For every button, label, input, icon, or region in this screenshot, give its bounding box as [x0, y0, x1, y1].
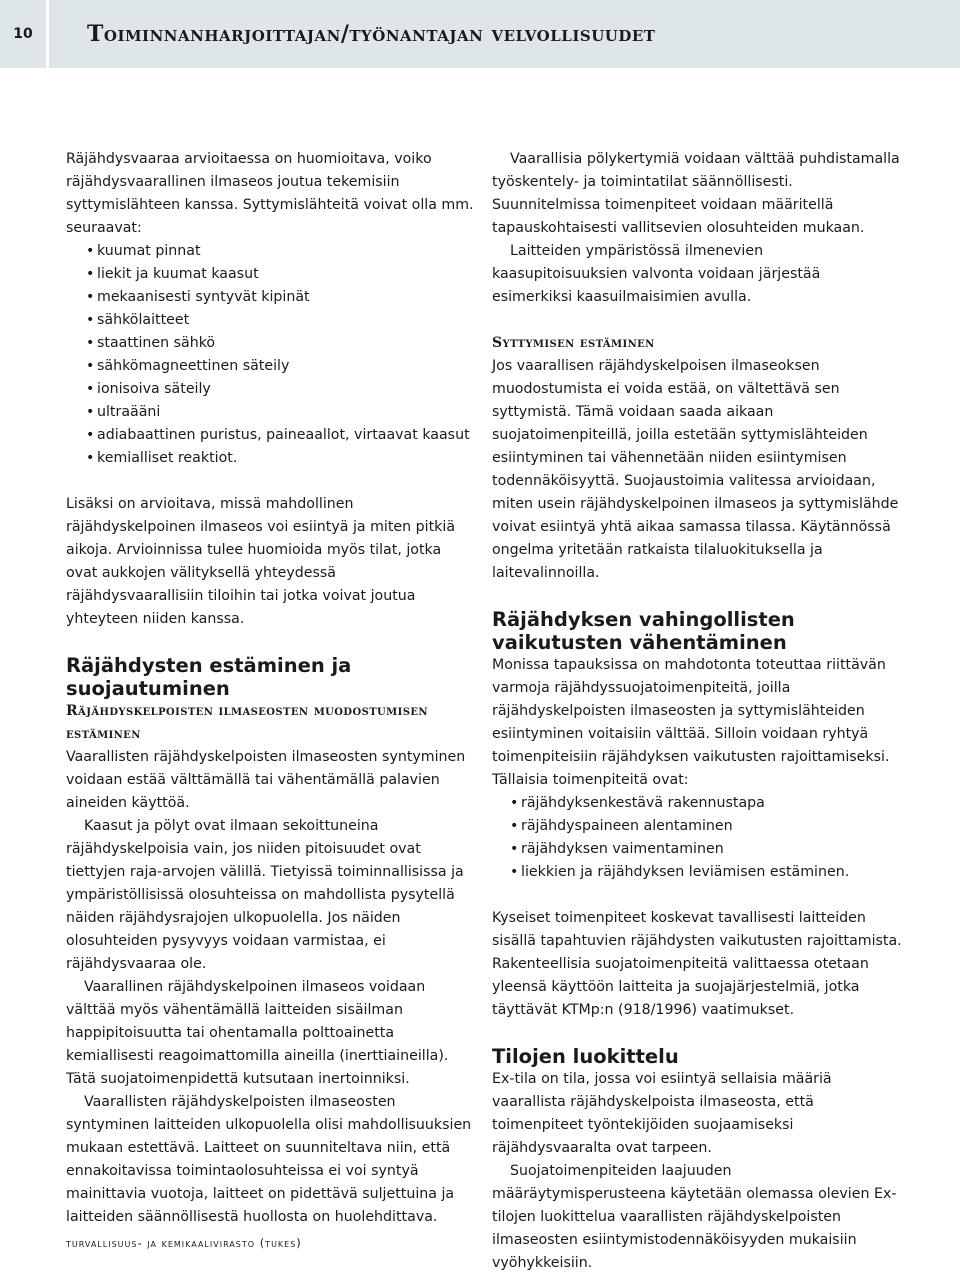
list-item: • sähkömagneettinen säteily: [86, 355, 474, 378]
list-item: • räjähdyksen vaimentaminen: [510, 838, 902, 861]
page-footer: turvallisuus- ja kemikaalivirasto (tukes): [66, 1236, 302, 1250]
left-column: [66, 148, 474, 1229]
spacer: [66, 470, 474, 493]
list-item: • räjähdyksenkestävä rakennustapa: [510, 792, 902, 815]
list-item: • liekkien ja räjähdyksen leviämisen estäminen.: [510, 861, 902, 884]
dust-paragraph-1: Vaarallisia pölykertymiä voidaan välttää puhdistamalla työskentely- ja toimintatilat säännöllisesti. Suunnitelmissa toimenpiteet voidaan määritellä tapauskohtaisesti vallitsevien olosuhteiden mukaan.: [492, 151, 900, 236]
formation-paragraph-1: Vaarallisten räjähdyskelpoisten ilmaseosten syntyminen voidaan estää välttämällä tai vähentämällä palavien aineiden käyttöä.: [66, 749, 466, 811]
page-header: [0, 0, 960, 68]
chapter-title-bar: [49, 0, 960, 68]
formation-paragraph-2: Kaasut ja pölyt ovat ilmaan sekoittuneina räjähdyskelpoisia vain, jos niiden pitoisuudet ovat tiettyjen raja-arvojen välillä. Tietyissä toiminnallisissa ja ympäristöllisissä olosuhteissa on mahdollista pysytellä näiden räjähdysrajojen ulkopuolella. Jos näiden olosuhteiden pysyvyys voidaan varmistaa, ei räjähdysvaaraa ole.: [66, 818, 464, 972]
list-item: • kemialliset reaktiot.: [86, 447, 474, 470]
list-item: • liekit ja kuumat kaasut: [86, 263, 474, 286]
section-heading-mitigation: Räjähdyksen vahingollisten vaikutusten vähentäminen: [492, 608, 795, 654]
mitigation-paragraph: Monissa tapauksissa on mahdotonta toteuttaa riittävän varmoja räjähdyssuojatoimenpiteitä, joilla räjähdyskelpoisten ilmaseosten ja syttymislähteiden esiintyminen voitaisiin välttää. Silloin voidaan ryhtyä toimenpiteisiin räjähdyksen vaikutusten rajoittamiseksi. Tällaisia toimenpiteitä ovat:: [492, 657, 890, 788]
formation-paragraph-3: Vaarallinen räjähdyskelpoinen ilmaseos voidaan välttää myös vähentämällä laitteiden sisäilman happipitoisuutta tai ohentamalla polttoainetta kemiallisesti reagoimattomilla aineilla (inerttiaineilla). Tätä suojatoimenpidettä kutsutaan inertoinniksi.: [66, 979, 449, 1087]
spacer: [66, 631, 474, 654]
intro-paragraph: Räjähdysvaaraa arvioitaessa on huomioitava, voiko räjähdysvaarallinen ilmaseos joutua tekemisiin syttymislähteen kanssa. Syttymislähteitä voivat olla mm. seuraavat:: [66, 151, 474, 236]
list-item: • adiabaattinen puristus, paineaallot, virtaavat kaasut: [86, 424, 474, 447]
right-column: [492, 148, 902, 1275]
list-item: • kuumat pinnat: [86, 240, 474, 263]
spacer: [492, 585, 902, 608]
list-item: • sähkölaitteet: [86, 309, 474, 332]
ignition-sources-list: [66, 240, 474, 470]
subheading-ignition-prevention: Syttymisen estäminen: [492, 335, 655, 351]
spacer: [492, 884, 902, 907]
spacer: [492, 309, 902, 332]
dust-paragraph-2: Laitteiden ympäristössä ilmenevien kaasupitoisuuksien valvonta voidaan järjestää esimerkiksi kaasuilmaisimien avulla.: [492, 243, 821, 305]
list-item: • ultraääni: [86, 401, 474, 424]
list-item: • ionisoiva säteily: [86, 378, 474, 401]
list-item: • staattinen sähkö: [86, 332, 474, 355]
ktmp-paragraph: Kyseiset toimenpiteet koskevat tavallisesti laitteiden sisällä tapahtuvien räjähdysten vaikutusten rajoittamista. Rakenteellisia suojatoimenpiteitä valittaessa otetaan yleensä käyttöön laitteita ja suojajärjestelmiä, jotka täyttävät KTMp:n (918/1996) vaatimukset.: [492, 910, 902, 1018]
list-item: • räjähdyspaineen alentaminen: [510, 815, 902, 838]
classification-paragraph-2: Suojatoimenpiteiden laajuuden määräytymisperusteena käytetään olemassa olevien Ex-tilojen luokittelua vaarallisten räjähdyskelpoisten ilmaseosten esiintymistodennäköisyyden mukaisiin vyöhykkeisiin.: [492, 1163, 897, 1271]
page-number: 10: [0, 0, 46, 68]
assessment-paragraph: Lisäksi on arvioitava, missä mahdollinen räjähdyskelpoinen ilmaseos voi esiintyä ja miten pitkiä aikoja. Arvioinnissa tulee huomioida myös tilat, jotka ovat aukkojen välityksellä yhteydessä räjähdysvaarallisiin tiloihin tai jotka voivat joutua yhteyteen niiden kanssa.: [66, 496, 456, 627]
section-heading-prevention: Räjähdysten estäminen ja suojautuminen: [66, 654, 352, 700]
subheading-formation-prevention: Räjähdyskelpoisten ilmaseosten muodostumisen estäminen: [66, 703, 428, 742]
mitigation-measures-list: [492, 792, 902, 884]
formation-paragraph-4: Vaarallisten räjähdyskelpoisten ilmaseosten syntyminen laitteiden ulkopuolella olisi mahdollisuuksien mukaan estettävä. Laitteet on suunniteltava niin, että ennakoitavissa toimintaolosuhteissa ei voi syntyä mainittavia vuotoja, laitteet on pidettävä suljettuina ja laitteiden säännöllisestä huollosta on huolehdittava.: [66, 1094, 472, 1225]
classification-paragraph-1: Ex-tila on tila, jossa voi esiintyä sellaisia määriä vaarallista räjähdyskelpoista ilmaseosta, että toimenpiteet työntekijöiden suojaamiseksi räjähdysvaaralta ovat tarpeen.: [492, 1071, 832, 1156]
chapter-title: Toiminnanharjoittajan/työnantajan velvollisuudet: [87, 21, 656, 47]
spacer: [492, 1022, 902, 1045]
section-heading-classification: Tilojen luokittelu: [492, 1045, 679, 1068]
ignition-paragraph: Jos vaarallisen räjähdyskelpoisen ilmaseoksen muodostumista ei voida estää, on vältettävä sen syttymistä. Tämä voidaan saada aikaan suojatoimenpiteillä, joilla estetään syttymislähteiden esiintyminen tai vähennetään niiden esiintymisen todennäköisyyttä. Suojaustoimia valitessa arvioidaan, miten usein räjähdyskelpoinen ilmaseos ja syttymislähde voivat esiintyä yhtä aikaa samassa tilassa. Käytännössä ongelma yritetään ratkaista tilaluokituksella ja laitevalinnoilla.: [492, 358, 899, 581]
list-item: • mekaanisesti syntyvät kipinät: [86, 286, 474, 309]
